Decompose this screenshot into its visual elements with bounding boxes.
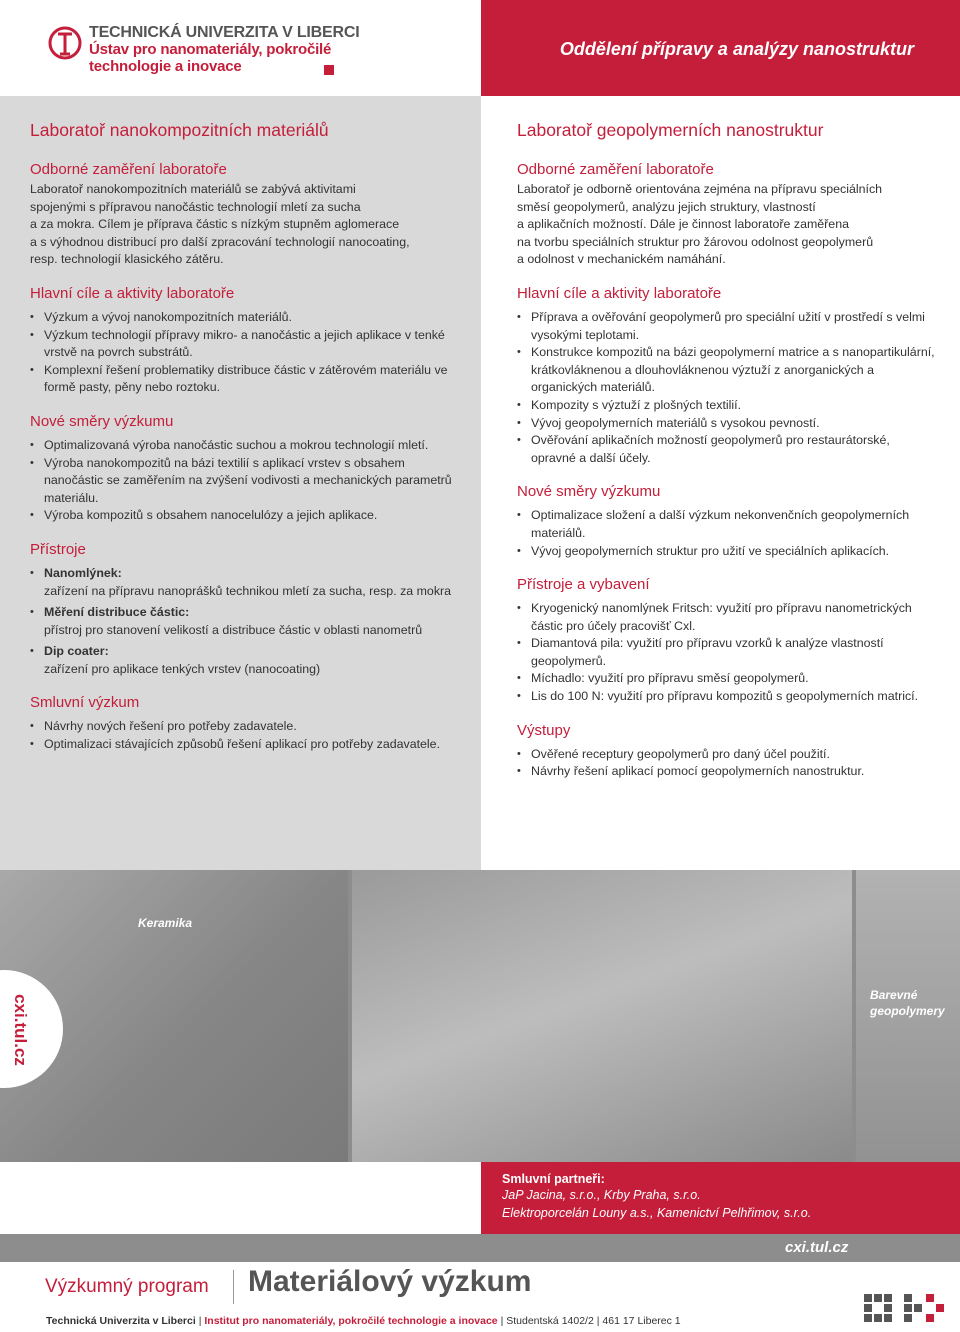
caption-line: Kryomlýnek - bbox=[112, 1192, 189, 1206]
right-lab-title: Laboratoř geopolymerních nanostruktur bbox=[517, 120, 824, 140]
footer-street: Studentská 1402/2 bbox=[506, 1315, 594, 1327]
url-strip bbox=[0, 1234, 960, 1262]
footer-org: Technická Univerzita v Liberci bbox=[46, 1315, 196, 1327]
left-instruments-list bbox=[30, 565, 460, 679]
page-footer bbox=[0, 1262, 960, 1332]
caption-line: Barevné bbox=[870, 988, 918, 1002]
list-item: • Konstrukce kompozitů na bázi geopolymerní matrice a s nanopartikulární, krátkovláknenou a dlouhovláknenou výztuží z anorganických a organických materiálů. bbox=[517, 344, 937, 397]
right-directions-list bbox=[517, 507, 937, 560]
grid-cell bbox=[864, 1294, 872, 1302]
tul-logo-icon bbox=[48, 26, 82, 60]
partners-title: Smluvní partneři: bbox=[502, 1172, 605, 1186]
left-directions-list bbox=[30, 437, 460, 525]
left-focus-line: a s výhodnou distribucí pro další zpracování technologií nanocoating, bbox=[30, 234, 410, 249]
photo-kryomlynek bbox=[352, 870, 852, 1162]
contract-partners-box bbox=[481, 1162, 960, 1234]
left-goals-title: Hlavní cíle a aktivity laboratoře bbox=[30, 284, 235, 302]
footer-address bbox=[46, 1315, 681, 1327]
list-item: • Návrhy nových řešení pro potřeby zadavatele. bbox=[30, 718, 460, 736]
instrument-item bbox=[30, 565, 460, 600]
instrument-name: • Dip coater: bbox=[44, 644, 109, 659]
grid-cell bbox=[926, 1314, 934, 1322]
instrument-desc: přístroj pro stanovení velikostí a distribuce částic v oblasti nanometrů bbox=[44, 622, 423, 637]
photo-band bbox=[0, 870, 960, 1162]
caption-kryomlynek bbox=[0, 1192, 189, 1220]
grid-cell bbox=[936, 1304, 944, 1312]
left-column-content bbox=[30, 120, 460, 754]
list-item: • Výroba nanokompozitů na bázi textilií s aplikací vrstev s obsahem nanočástic se zaměřením na zvýšení vodivosti a mechanických parametrů materiálu. bbox=[30, 455, 460, 508]
list-item: • Návrhy řešení aplikací pomocí geopolymerních nanostruktur. bbox=[517, 763, 937, 781]
right-focus-line: Laboratoř je odborně orientována zejména na přípravu speciálních bbox=[517, 182, 883, 196]
grid-cell bbox=[926, 1294, 934, 1302]
instrument-desc: zařízení pro aplikace tenkých vrstev (nanocoating) bbox=[44, 661, 321, 676]
footer-separator: | bbox=[500, 1315, 504, 1327]
list-item: • Diamantová pila: využití pro přípravu vzorků k analýze vlastností geopolymerů. bbox=[517, 635, 937, 670]
logo-university-name: TECHNICKÁ UNIVERZITA V LIBERCI bbox=[89, 24, 360, 41]
cxi-grid-logo-icon bbox=[864, 1292, 954, 1332]
program-label: Výzkumný program bbox=[45, 1276, 209, 1297]
right-focus-text bbox=[517, 181, 937, 269]
list-item: • Výroba kompozitů s obsahem nanocelulózy a jejich aplikace. bbox=[30, 507, 460, 525]
right-column bbox=[481, 96, 960, 870]
footer-separator: | bbox=[596, 1315, 600, 1327]
grid-cell bbox=[874, 1294, 882, 1302]
grid-cell bbox=[884, 1294, 892, 1302]
list-item: • Míchadlo: využití pro přípravu směsí geopolymerů. bbox=[517, 670, 937, 688]
left-lab-title: Laboratoř nanokompozitních materiálů bbox=[30, 120, 329, 140]
right-goals-title: Hlavní cíle a aktivity laboratoře bbox=[517, 284, 722, 302]
left-directions-title: Nové směry výzkumu bbox=[30, 412, 174, 430]
vertical-url-label[interactable] bbox=[5, 990, 35, 1070]
instrument-name: • Měření distribuce částic: bbox=[44, 605, 190, 620]
grid-cell bbox=[874, 1314, 882, 1322]
right-focus-line: a aplikačních možností. Dále je činnost laboratoře zaměřena bbox=[517, 217, 849, 232]
grid-cell bbox=[904, 1294, 912, 1302]
list-item: • Optimalizaci stávajících způsobů řešení aplikací pro potřeby zadavatele. bbox=[30, 736, 460, 754]
left-contract-list bbox=[30, 718, 460, 753]
department-title: Oddělení přípravy a analýzy nanostruktur bbox=[559, 39, 914, 59]
right-outputs-list bbox=[517, 746, 937, 781]
right-equipment-list bbox=[517, 600, 937, 706]
list-item: • Kompozity s výztuží z plošných textilií. bbox=[517, 397, 937, 415]
left-focus-line: resp. technologií klasického zátěru. bbox=[30, 252, 224, 267]
caption-line: laboratoř geopolymerů bbox=[58, 1206, 189, 1220]
right-focus-line: směsí geopolymerů, analýzu jejich struktury, vlastností bbox=[517, 199, 816, 214]
caption-barevne-geopolymery bbox=[870, 987, 945, 1019]
left-contract-title: Smluvní výzkum bbox=[30, 694, 140, 712]
left-focus-text bbox=[30, 181, 460, 269]
instrument-item bbox=[30, 604, 460, 639]
caption-line: geopolymery bbox=[870, 1004, 945, 1018]
right-column-content bbox=[517, 120, 937, 781]
list-item: • Výzkum technologií přípravy mikro- a nanočástic a jejich aplikace v tenké vrstvě na povrch substrátů. bbox=[30, 327, 460, 362]
list-item: • Kryogenický nanomlýnek Fritsch: využití pro přípravu nanometrických částic pro účely pracovišť Cxl. bbox=[517, 600, 937, 635]
left-focus-line: Laboratoř nanokompozitních materiálů se zabývá aktivitami bbox=[30, 182, 356, 196]
list-item: • Lis do 100 N: využití pro přípravu kompozitů s geopolymerních matricí. bbox=[517, 688, 937, 706]
left-goals-list bbox=[30, 309, 460, 397]
grid-cell bbox=[884, 1314, 892, 1322]
left-focus-line: spojenými s přípravou nanočástic technologií mletí za sucha bbox=[30, 199, 361, 214]
website-link[interactable]: cxi.tul.cz bbox=[785, 1239, 849, 1256]
right-goals-list bbox=[517, 309, 937, 467]
right-directions-title: Nové směry výzkumu bbox=[517, 483, 661, 501]
list-item: • Vývoj geopolymerních struktur pro užití ve speciálních aplikacích. bbox=[517, 543, 937, 561]
grid-cell bbox=[884, 1304, 892, 1312]
list-item: • Ověřování aplikačních možností geopolymerů pro restaurátorské, opravné a další účely. bbox=[517, 432, 937, 467]
logo-square-mark bbox=[324, 65, 334, 75]
program-title: Materiálový výzkum bbox=[248, 1265, 532, 1298]
header-band bbox=[481, 0, 960, 96]
right-equipment-title: Přístroje a vybavení bbox=[517, 576, 650, 594]
grid-cell bbox=[914, 1304, 922, 1312]
footer-separator: | bbox=[198, 1315, 202, 1327]
logo-institute-line1: Ústav pro nanomateriály, pokročilé bbox=[89, 41, 332, 58]
right-focus-line: a odolnost v mechanickém namáhání. bbox=[517, 252, 726, 267]
right-focus-title: Odborné zaměření laboratoře bbox=[517, 161, 714, 178]
left-column bbox=[0, 96, 481, 870]
grid-cell bbox=[904, 1304, 912, 1312]
list-item: • Výzkum a vývoj nanokompozitních materiálů. bbox=[30, 309, 460, 327]
footer-city: Liberec 1 bbox=[637, 1315, 681, 1327]
right-focus-line: na tvorbu speciálních struktur pro žárovou odolnost geopolymerů bbox=[517, 234, 874, 249]
right-outputs-title: Výstupy bbox=[517, 721, 571, 739]
grid-cell bbox=[864, 1304, 872, 1312]
list-item: • Ověřené receptury geopolymerů pro daný účel použití. bbox=[517, 746, 937, 764]
list-item: • Komplexní řešení problematiky distribuce částic v zátěrovém materiálu ve formě pasty, pěny nebo roztoku. bbox=[30, 362, 460, 397]
footer-institute: Institut pro nanomateriály, pokročilé technologie a inovace bbox=[204, 1315, 498, 1327]
grid-cell bbox=[864, 1314, 872, 1322]
list-item: • Optimalizovaná výroba nanočástic suchou a mokrou technologií mletí. bbox=[30, 437, 460, 455]
instrument-item bbox=[30, 643, 460, 678]
left-focus-title: Odborné zaměření laboratoře bbox=[30, 161, 227, 178]
instrument-desc: zařízení na přípravu nanoprášků technikou mletí za sucha, resp. za mokra bbox=[44, 583, 452, 598]
grid-cell bbox=[904, 1314, 912, 1322]
footer-divider bbox=[233, 1270, 234, 1304]
footer-postcode: 461 17 bbox=[602, 1315, 635, 1327]
left-focus-line: a za mokra. Cílem je příprava částic s nízkým stupněm aglomerace bbox=[30, 217, 400, 232]
caption-keramika: Keramika bbox=[138, 916, 193, 930]
list-item: • Vývoj geopolymerních materiálů s vysokou pevností. bbox=[517, 415, 937, 433]
partners-line: JaP Jacina, s.r.o., Krby Praha, s.r.o. bbox=[502, 1188, 701, 1202]
vertical-url-text[interactable]: cxi.tul.cz bbox=[11, 994, 30, 1066]
partners-line: Elektroporcelán Louny a.s., Kamenictví Pelhřimov, s.r.o. bbox=[502, 1206, 812, 1220]
left-instruments-title: Přístroje bbox=[30, 540, 86, 558]
list-item: • Příprava a ověřování geopolymerů pro speciální užití v prostředí s velmi vysokými teplotami. bbox=[517, 309, 937, 344]
page-header bbox=[0, 0, 960, 96]
instrument-name: • Nanomlýnek: bbox=[44, 565, 122, 580]
institution-logo-text bbox=[89, 24, 359, 75]
list-item: • Optimalizace složení a další výzkum nekonvenčních geopolymerních materiálů. bbox=[517, 507, 937, 542]
logo-institute-line2: technologie a inovace bbox=[89, 58, 242, 75]
